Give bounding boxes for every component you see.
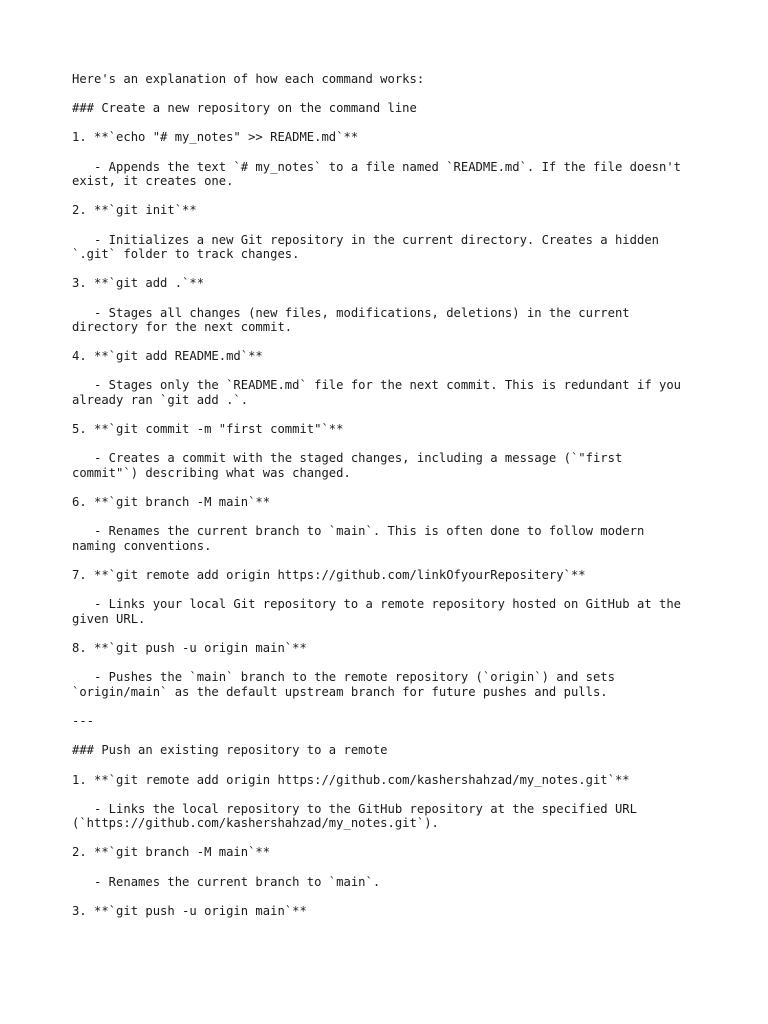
command-line: 3. **`git push -u origin main`** [72,903,307,918]
description-line: - Stages only the `README.md` file for the next commit. This is redundant if you [72,378,682,393]
spacer [72,87,702,102]
section-heading-push: ### Push an existing repository to a remote [72,743,388,758]
command-line: 1. **`echo "# my_notes" >> README.md`** [72,130,359,145]
description-line: - Pushes the `main` branch to the remote repository (`origin`) and sets [72,670,615,685]
command-line: 2. **`git init`** [72,203,197,218]
description-line: already ran `git add .`. [72,393,249,408]
spacer [72,510,702,525]
description-line: - Creates a commit with the staged changes, including a message (`"first [72,451,623,466]
spacer [72,116,702,131]
command-line: 1. **`git remote add origin https://github.com/kashershahzad/my_notes.git`** [72,772,630,787]
spacer [72,656,702,671]
spacer [72,364,702,379]
spacer [72,758,702,773]
description-line: - Renames the current branch to `main`. [72,874,381,889]
description-line: directory for the next commit. [72,320,293,335]
spacer [72,145,702,160]
spacer [72,218,702,233]
spacer [72,291,702,306]
command-line: 2. **`git branch -M main`** [72,845,271,860]
command-line: 4. **`git add README.md`** [72,349,263,364]
description-line: - Stages all changes (new files, modifications, deletions) in the current [72,305,630,320]
command-line: 5. **`git commit -m "first commit"`** [72,422,344,437]
spacer [72,729,702,744]
spacer [72,787,702,802]
spacer [72,262,702,277]
description-line: - Initializes a new Git repository in the current directory. Creates a hidden [72,232,659,247]
command-line: 8. **`git push -u origin main`** [72,641,307,656]
description-line: naming conventions. [72,539,212,553]
description-line: `origin/main` as the default upstream branch for future pushes and pulls. [72,684,608,699]
spacer [72,918,702,933]
section-create-list [72,130,702,714]
spacer [72,335,702,350]
description-line: commit"`) describing what was changed. [72,466,351,481]
spacer [72,481,702,496]
command-line: 7. **`git remote add origin https://github.com/linkOfyourRepositery`** [72,568,586,583]
intro-text: Here's an explanation of how each command works: [72,72,425,86]
spacer [72,831,702,846]
command-line: 6. **`git branch -M main`** [72,495,271,510]
command-line: 3. **`git add .`** [72,276,205,291]
spacer [72,627,702,642]
description-line: - Appends the text `# my_notes` to a file named `README.md`. If the file doesn't [72,159,682,174]
section-push-list [72,773,702,934]
description-line: given URL. [72,611,146,626]
description-line: `.git` folder to track changes. [72,247,300,262]
description-line: - Links your local Git repository to a remote repository hosted on GitHub at the [72,597,682,612]
spacer [72,889,702,904]
document-page [72,72,702,933]
spacer [72,860,702,875]
description-line: - Renames the current branch to `main`. This is often done to follow modern [72,524,645,539]
spacer [72,700,702,715]
spacer [72,554,702,569]
divider: --- [72,714,95,729]
section-heading-create: ### Create a new repository on the command line [72,101,417,116]
spacer [72,189,702,204]
spacer [72,408,702,423]
spacer [72,437,702,452]
description-line: exist, it creates one. [72,174,234,189]
description-line: (`https://github.com/kashershahzad/my_notes.git`). [72,816,439,831]
description-line: - Links the local repository to the GitHub repository at the specified URL [72,801,637,816]
spacer [72,583,702,598]
